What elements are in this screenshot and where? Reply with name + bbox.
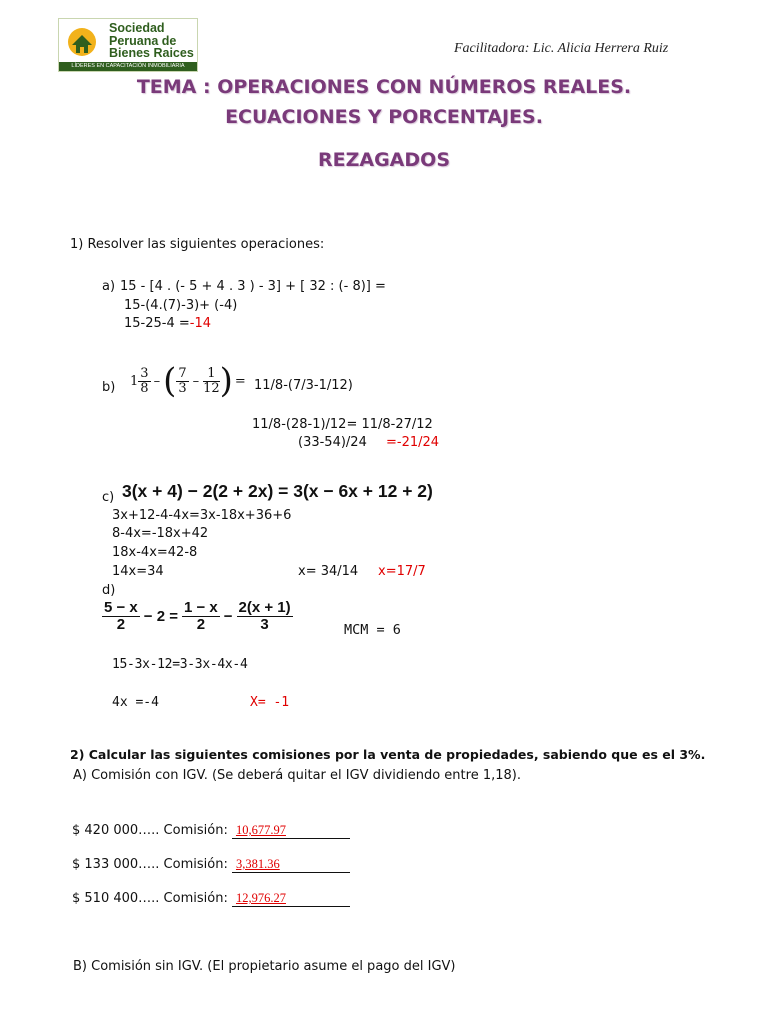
item-a-step-2: 15-25-4 =-14 (124, 316, 211, 331)
commission-row (72, 823, 350, 839)
logo-name: Sociedad Peruana de Bienes Raices (109, 21, 194, 60)
item-a-answer: -14 (189, 316, 211, 331)
section-2-a-line: A) Comisión con IGV. (Se deberá quitar el IGV dividiendo entre 1,18). (73, 768, 521, 783)
logo (58, 18, 198, 72)
commission-value: 3,381.36 (235, 857, 280, 871)
item-b-answer: =-21/24 (386, 435, 440, 450)
item-b-fraction-1: $\frac{3}{8}$ (140, 366, 149, 396)
commission-blank (232, 857, 350, 873)
item-b-step-2: 11/8-(28-1)/12= 11/8-27/12 (252, 417, 433, 432)
item-b-whole: 1 (130, 373, 139, 389)
title-line-3: REZAGADOS (318, 149, 450, 171)
item-c-step-5: x= 34/14 (298, 564, 359, 579)
title-line-2: ECUACIONES Y PORCENTAJES. (225, 106, 543, 128)
item-a-step-1: 15-(4.(7)-3)+ (-4) (124, 298, 238, 313)
commission-blank (232, 823, 350, 839)
commission-value: 10,677.97 (235, 823, 286, 837)
item-d-fraction-2: $\frac{1 - x}{2}$ (183, 599, 218, 633)
item-d-step-2: 4x =-4 (112, 695, 159, 710)
item-d-mcm: MCM = 6 (344, 622, 401, 638)
facilitator-name: Facilitadora: Lic. Alicia Herrera Ruiz (454, 41, 669, 56)
item-d-equation (102, 600, 293, 633)
item-b-label: b) (102, 380, 116, 395)
section-2-b-line: B) Comisión sin IGV. (El propietario asume el pago del IGV) (73, 959, 456, 974)
item-c-step-1: 3x+12-4-4x=3x-18x+36+6 (112, 508, 292, 523)
commission-amount: $ 420 000….. Comisión: (72, 823, 228, 838)
item-c-step-2: 8-4x=-18x+42 (112, 526, 209, 541)
item-d-minus-two: − 2 = (143, 607, 178, 625)
item-b-fraction-3: $\frac{1}{12}$ (203, 366, 220, 396)
item-d-answer: X= -1 (250, 695, 290, 710)
commission-value: 12,976.27 (235, 891, 286, 905)
item-d-step-1: 15-3x-12=3-3x-4x-4 (112, 657, 248, 672)
house-logo-icon (67, 27, 97, 57)
item-b-minus-2: – (192, 373, 200, 389)
item-c-step-3: 18x-4x=42-8 (112, 545, 198, 560)
item-d-minus: − (223, 607, 233, 625)
item-c-label: c) (102, 490, 115, 505)
commission-blank (232, 891, 350, 907)
item-a-label: a) (102, 279, 116, 294)
item-d-fraction-1: $\frac{5 - x}{2}$ (104, 599, 138, 633)
item-b-step-3: (33-54)/24 (298, 435, 367, 450)
commission-amount: $ 510 400….. Comisión: (72, 891, 228, 906)
commission-amount: $ 133 000….. Comisión: (72, 857, 228, 872)
item-a-expression: 15 - [4 . (- 5 + 4 . 3 ) - 3] + [ 32 : (- 8)] = (120, 279, 386, 294)
commission-row (72, 891, 350, 907)
item-b-fraction-2: $\frac{7}{3}$ (178, 366, 187, 396)
item-b-expression: 1 $\frac{3}{8}$ –( $\frac{7}{3}$ – $\frac{1}{12}$ ) = (130, 361, 246, 401)
item-c-answer: x=17/7 (378, 564, 426, 579)
item-c-step-4: 14x=34 (112, 564, 164, 579)
item-b-minus-1: – (153, 373, 161, 389)
section-2-heading: 2) Calcular las siguientes comisiones por la venta de propiedades, sabiendo que es el 3%. (70, 747, 706, 762)
section-1-heading: 1) Resolver las siguientes operaciones: (70, 237, 325, 252)
item-d-fraction-3: $\frac{2(x + 1)}{3}$ (238, 599, 291, 633)
item-b-equals: = (234, 373, 246, 389)
commission-row (72, 857, 350, 873)
item-c-equation: 3(x + 4) − 2(2 + 2x) = 3(x − 6x + 12 + 2) (122, 481, 433, 501)
item-b-step-1: 11/8-(7/3-1/12) (254, 378, 353, 393)
title-line-1: TEMA : OPERACIONES CON NÚMEROS REALES. (136, 76, 632, 98)
item-d-label: d) (102, 583, 116, 598)
logo-tagline: LÍDERES EN CAPACITACIÓN INMOBILIARIA (59, 62, 197, 71)
